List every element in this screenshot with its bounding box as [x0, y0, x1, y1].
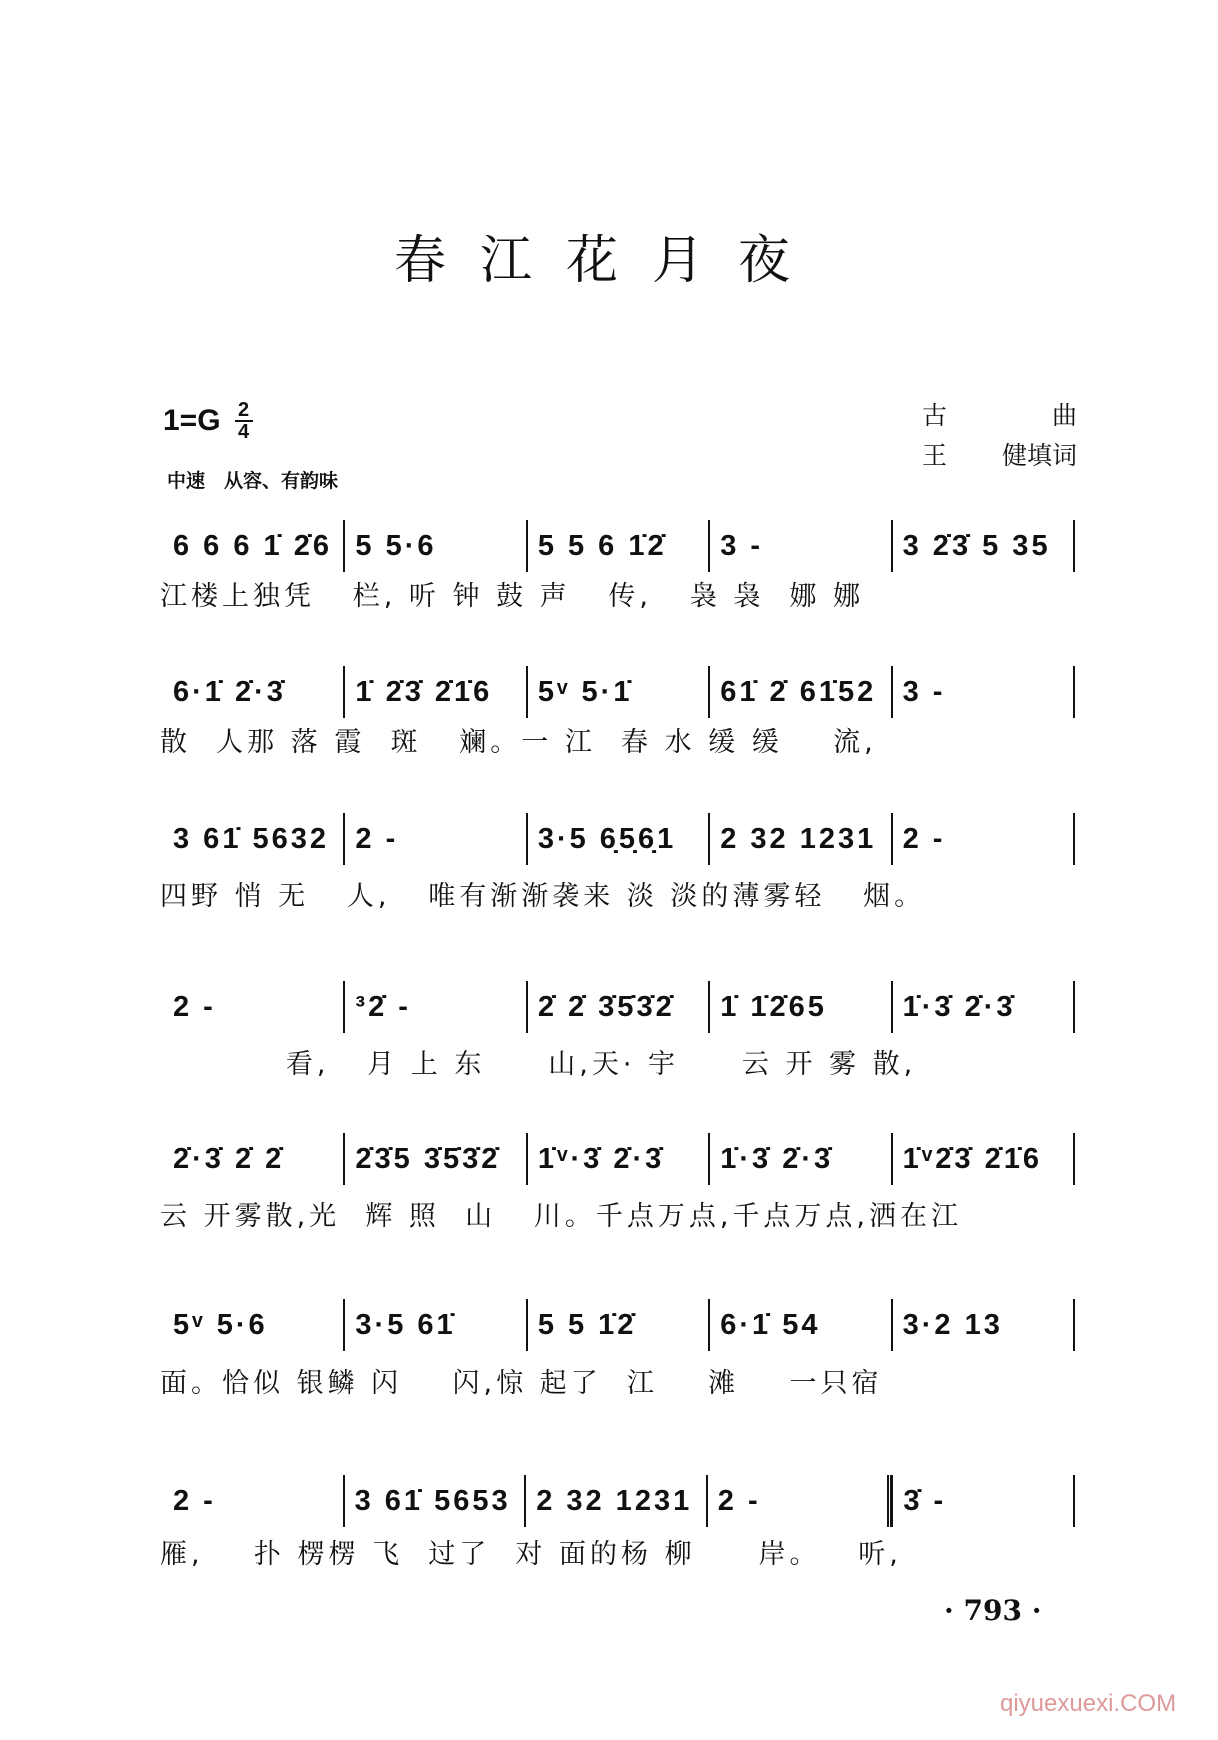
measure-notes: 2 -	[355, 822, 399, 855]
barline	[1073, 1299, 1075, 1351]
measure	[163, 991, 343, 1024]
lyrics-line: 江楼上独凭 栏, 听 钟 鼓 声 传, 袅 袅 娜 娜	[160, 581, 865, 612]
measure-notes: 5 5 6 1̇2̇	[537, 529, 667, 562]
notation-row	[163, 1131, 1075, 1187]
lyrics-line: 四野 悄 无 人, 唯有渐渐袭来 淡 淡的薄雾轻 烟。	[160, 881, 926, 912]
measure-notes: 5 5·6	[355, 529, 437, 562]
measure-notes: 2 32 1231	[536, 1484, 693, 1517]
measure	[528, 1143, 708, 1176]
notation-row	[163, 518, 1075, 574]
measure	[528, 1309, 708, 1342]
measure-notes: 2 32 1231	[720, 822, 877, 855]
measure	[345, 991, 525, 1024]
measure	[163, 676, 343, 709]
lyrics-line: 云 开雾散,光 辉 照 山 川。千点万点,千点万点,洒在江	[160, 1201, 962, 1232]
lyrics-line: 看, 月 上 东 山,天· 宇 云 开 雾 散,	[160, 1049, 917, 1080]
measure-notes: 2̇3̇5 3̇5̇3̇2̇	[355, 1142, 501, 1175]
lyrics-line: 面。恰似 银鳞 闪 闪,惊 起了 江 滩 一只宿	[160, 1368, 883, 1399]
measure-notes: 1̇·3̇ 2̇·3̇	[902, 990, 1016, 1023]
measure-notes: 6 6 6 1̇ 2̇6	[173, 529, 332, 562]
measure	[710, 823, 890, 856]
measure	[163, 823, 343, 856]
measure-notes: 6·1̇ 54	[720, 1308, 821, 1341]
barline	[1073, 1133, 1075, 1185]
measure	[710, 1309, 890, 1342]
measure-notes: 5 5 1̇2̇	[537, 1308, 637, 1341]
measure	[528, 676, 708, 709]
barline	[1073, 1475, 1075, 1527]
measure	[528, 530, 708, 563]
credit-text: 曲	[1051, 401, 1077, 430]
lyricist-credit	[922, 436, 1077, 472]
measure	[163, 1143, 343, 1176]
notation-row	[163, 664, 1075, 720]
measure-notes: 2̇ 2̇ 3̇5̇3̇2̇	[537, 990, 675, 1023]
measure-notes: 6·1̇ 2̇·3̇	[173, 675, 286, 708]
measure-notes: 1̇ᵛ2̇3̇ 2̇1̇6	[902, 1142, 1043, 1175]
measure-notes: 2 -	[173, 1484, 216, 1517]
measure	[710, 1143, 890, 1176]
measure-notes: 2 -	[173, 990, 216, 1023]
barline	[1073, 666, 1075, 718]
watermark: qiyuexuexi.COM	[1000, 1690, 1177, 1717]
measure	[893, 1309, 1073, 1342]
measure-notes: 2̇·3̇ 2̇ 2̇	[173, 1142, 285, 1175]
notation-row	[163, 1297, 1075, 1353]
measure-notes: 1̇ 1̇2̇65	[720, 990, 827, 1023]
measure-notes: ³2̇ -	[355, 990, 411, 1023]
measure	[893, 530, 1073, 563]
notation-row	[163, 811, 1075, 867]
measure-notes: 3·2 13	[902, 1308, 1003, 1341]
measure	[345, 1309, 525, 1342]
time-signature	[235, 400, 253, 442]
credit-text: 王	[922, 441, 948, 470]
measure-notes: 2 -	[902, 822, 946, 855]
measure	[528, 991, 708, 1024]
measure	[893, 676, 1073, 709]
measure	[710, 676, 890, 709]
notation-row	[163, 979, 1075, 1035]
time-bottom: 4	[237, 421, 250, 443]
key-label: 1=G	[163, 404, 221, 437]
tempo-marking: 中速 从容、有韵味	[167, 471, 339, 492]
measure	[526, 1485, 706, 1518]
measure	[345, 1485, 525, 1518]
measure-notes: 3 2̇3̇ 5 35	[902, 529, 1051, 562]
song-title: 春江花月夜	[393, 231, 824, 291]
barline	[1073, 981, 1075, 1033]
measure	[163, 1485, 343, 1518]
measure-notes: 1̇·3̇ 2̇·3̇	[720, 1142, 834, 1175]
measure-notes: 61̇ 2̇ 61̇52	[720, 675, 877, 708]
measure-notes: 1̇ 2̇3̇ 2̇1̇6	[355, 675, 493, 708]
measure	[893, 991, 1073, 1024]
measure-notes: 3 -	[720, 529, 764, 562]
measure-notes: 3 61̇ 5632	[173, 822, 330, 855]
credit-text: 古	[922, 401, 948, 430]
key-signature	[163, 400, 253, 442]
lyrics-line: 雁, 扑 楞楞 飞 过了 对 面的杨 柳 岸。 听,	[160, 1539, 902, 1570]
measure	[893, 1143, 1073, 1176]
credit-text: 健填词	[1001, 441, 1077, 470]
measure-notes: 5ᵛ 5·1̇	[537, 675, 633, 708]
measure-notes: 3 -	[902, 675, 946, 708]
measure	[345, 823, 525, 856]
notation-row	[163, 1473, 1075, 1529]
measure	[708, 1485, 888, 1518]
measure	[163, 1309, 343, 1342]
measure	[710, 530, 890, 563]
measure	[528, 823, 708, 856]
measure	[710, 991, 890, 1024]
measure-notes: 3·5 61̇	[355, 1308, 456, 1341]
measure-notes: 3̇ -	[903, 1484, 947, 1517]
measure-notes: 5ᵛ 5·6	[173, 1308, 268, 1341]
measure-notes: 2 -	[717, 1484, 761, 1517]
measure	[893, 1485, 1073, 1518]
barline	[1073, 520, 1075, 572]
measure	[345, 676, 525, 709]
measure-notes: 3 61̇ 5653	[354, 1484, 511, 1517]
measure-notes: 1̇ᵛ·3̇ 2̇·3̇	[537, 1142, 665, 1175]
measure	[893, 823, 1073, 856]
measure	[345, 1143, 525, 1176]
time-top: 2	[237, 399, 250, 421]
measure	[345, 530, 525, 563]
composer-credit	[922, 396, 1077, 432]
measure-notes: 3·5 6̣5̣6̣1	[537, 822, 677, 855]
measure	[163, 530, 343, 563]
barline	[1073, 813, 1075, 865]
lyrics-line: 散 人那 落 霞 斑 斓。一 江 春 水 缓 缓 流,	[160, 727, 877, 758]
page-number: · 793 ·	[944, 1594, 1042, 1627]
